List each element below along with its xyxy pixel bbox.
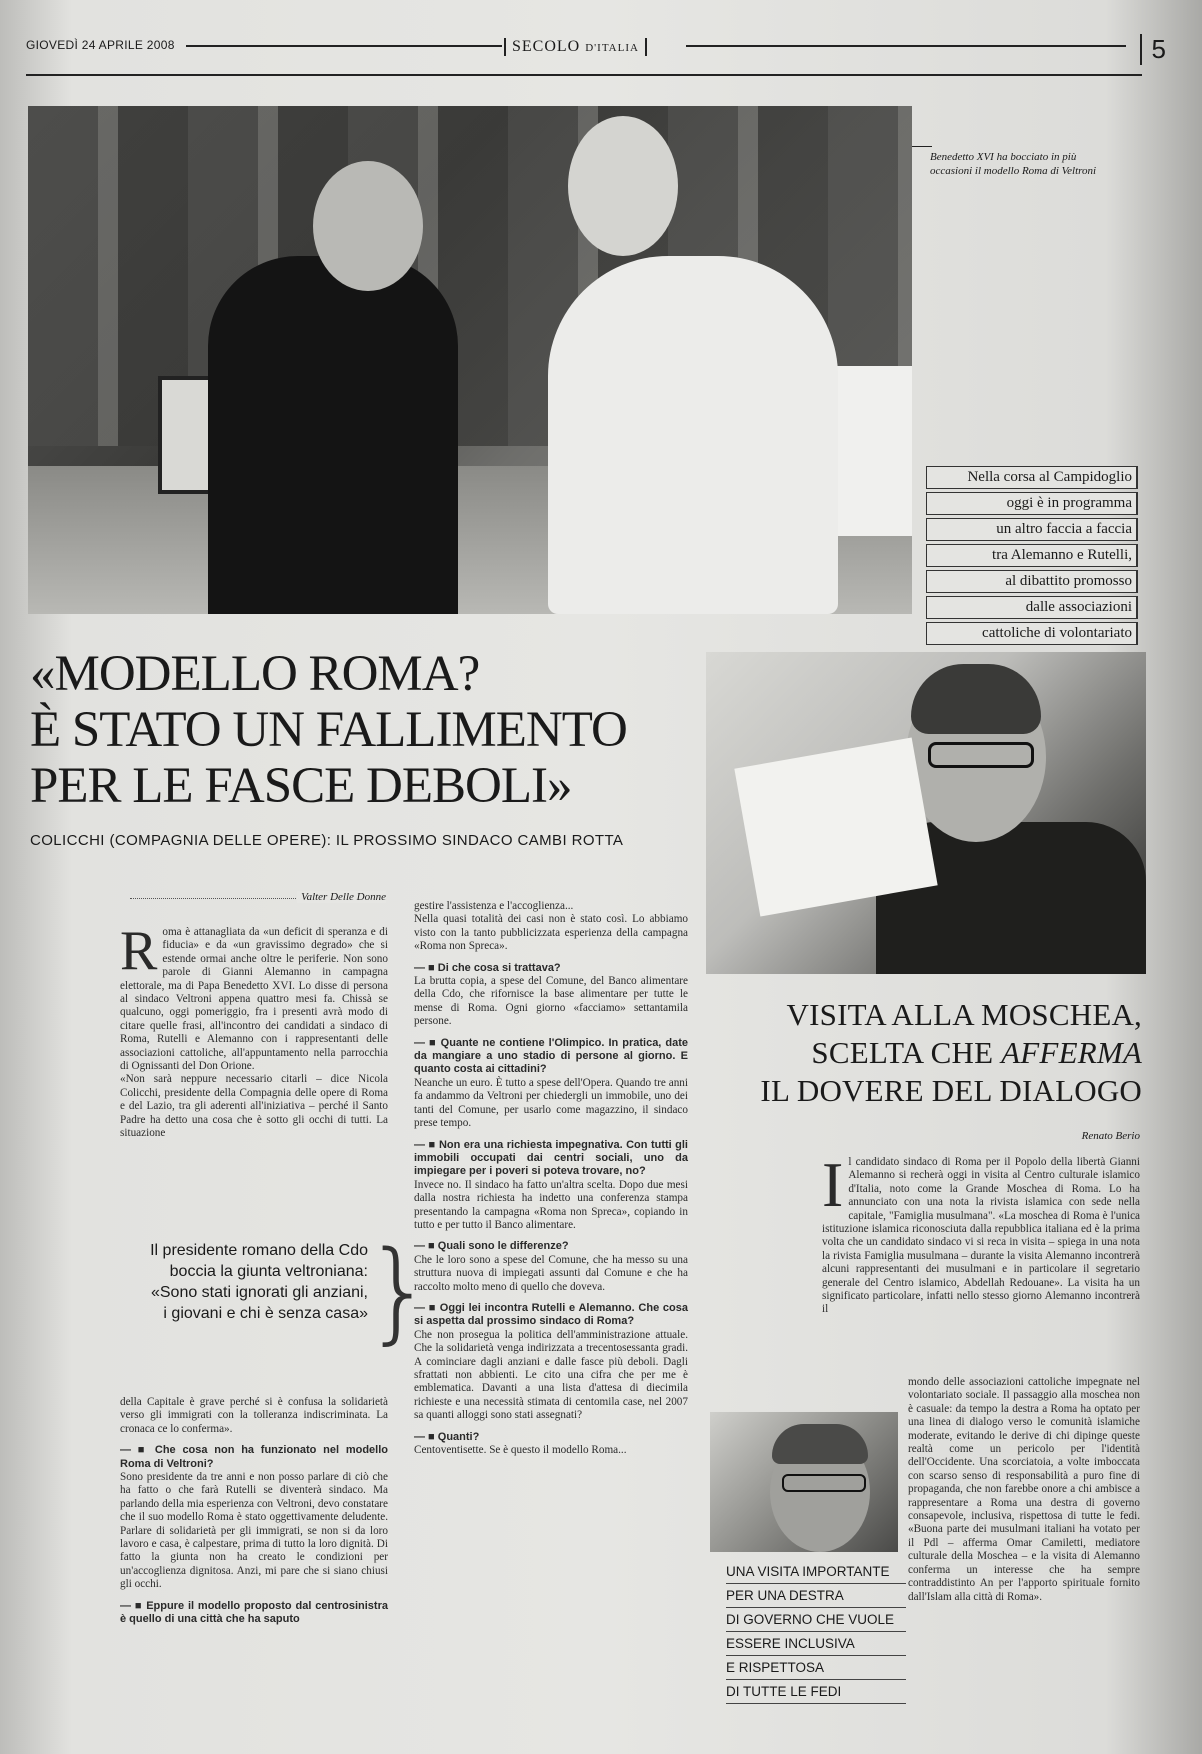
paragraph: gestire l'assistenza e l'accoglienza...: [414, 900, 574, 912]
paragraph: della Capitale è grave perché si è confusa la solidarietà verso gli immigrati con la tolleranza indiscriminata. La cronaca ce lo conferma».: [120, 1396, 388, 1435]
photo-hair: [772, 1424, 868, 1464]
paragraph: Nella quasi totalità dei casi non è stato così. Lo abbiamo visto con la tanto pubblicizzata esperienza della campagna «Roma non Spreca».: [414, 913, 688, 953]
pull-quote-line: DI TUTTE LE FEDI: [726, 1680, 906, 1704]
highlight-line: oggi è in programma: [926, 492, 1138, 515]
brace-ornament: }: [364, 1227, 434, 1355]
interview-answer: Neanche un euro. È tutto a spese dell'Opera. Quando tre anni fa andammo da Veltroni per chiedergli un immobile, uno dei tanti del Comune, per usarlo come magazzino, il sindaco prese tempo.: [414, 1076, 688, 1130]
paragraph: «Non sarà neppure necessario citarli – dice Nicola Colicchi, presidente della Compagnia delle opere di Roma e del Lazio, tra gli aderenti all'iniziativa – perché il Santo Padre ha detto una cosa che è sotto gli occhi di tutti. La situazione: [120, 1073, 388, 1140]
headline-emphasis: AFFERMA: [1001, 1035, 1142, 1070]
article-headline: [30, 646, 710, 814]
paragraph: mondo delle associazioni cattoliche impegnate nel volontariato sociale. Il passaggio alla moschea non è casuale: da tempo la destra a Roma ha optato per una linea di dialogo verso le comunità islamiche moderate, evitando le derive di chi dipinge queste realtà come un pericolo per l'identità dell'Occidente. Una scorciatoia, a volte imboccata con scarso senso di responsabilità a puro fine di propaganda, che non farebbe onore a chi ambisce a rappresentare a Roma una destra di governo consapevole, inclusiva, rispettosa di tutte le fedi. «Buona parte dei musulmani italiani ha votato per il Pdl – afferma Omar Camiletti, mediatore culturale della Moschea – e la visita di Alemanno conferma un interesse che ha sempre contraddistinto An per l'apporto spirituale fornito dall'Islam alla città di Roma».: [908, 1376, 1140, 1603]
interview-question: — ■ Di che cosa si trattava?: [414, 962, 688, 975]
headline-line: È STATO UN FALLIMENTO: [30, 702, 627, 758]
headline-line: «MODELLO ROMA?: [30, 646, 480, 702]
article-byline: [130, 891, 386, 911]
caption-rule: [912, 146, 932, 147]
second-article-byline: Renato Berio: [1081, 1130, 1140, 1142]
second-article-column-bottom: [908, 1376, 1140, 1604]
photo-pope-veltroni: [28, 106, 912, 614]
pull-quote: Il presidente romano della Cdo boccia la giunta veltroniana: «Sono stati ignorati gli anziani, i giovani e chi è senza casa»: [150, 1242, 368, 1322]
glasses-shape: [928, 742, 1034, 768]
pull-quote-line: UNA VISITA IMPORTANTE: [726, 1560, 906, 1584]
page-header: [26, 34, 1166, 76]
header-rule-right: [686, 45, 1126, 47]
highlight-line: al dibattito promosso: [926, 570, 1138, 593]
article-column-1-top: [120, 920, 388, 1141]
pull-quote-line: DI GOVERNO CHE VUOLE: [726, 1608, 906, 1632]
interview-question: — ■ Quanti?: [414, 1431, 688, 1444]
second-article-headline: [706, 996, 1142, 1110]
glasses-shape: [782, 1474, 866, 1492]
photo-pope-head: [568, 116, 678, 256]
photo-hair: [911, 664, 1041, 734]
highlight-line: cattoliche di volontariato: [926, 622, 1138, 645]
photo-man-suit: [208, 256, 458, 614]
interview-answer: Che le loro sono a spese del Comune, che ha messo su una struttura nuova di impiegati assunti dal Comune e che ha raccolto molto meno di quello che doveva.: [414, 1253, 688, 1293]
interview-question: — ■ Non era una richiesta impegnativa. Con tutti gli immobili occupati dai centri sociali, uno da impiegare per i poveri si poteva trovare, no?: [414, 1139, 688, 1179]
second-pull-quote: [726, 1560, 906, 1704]
highlight-line: un altro faccia a faccia: [926, 518, 1138, 541]
masthead-suffix: D'ITALIA: [585, 42, 639, 54]
second-article-column-top: [822, 1149, 1140, 1317]
interview-answer: Centoventisette. Se è questo il modello Roma...: [414, 1444, 627, 1457]
highlight-box: [926, 466, 1138, 648]
pull-quote-line: E RISPETTOSA: [726, 1656, 906, 1680]
photo-man-head: [313, 161, 423, 291]
highlight-line: tra Alemanno e Rutelli,: [926, 544, 1138, 567]
headline-line: IL DOVERE DEL DIALOGO: [760, 1073, 1142, 1108]
article-column-1-bottom: [120, 1396, 388, 1627]
highlight-line: Nella corsa al Campidoglio: [926, 466, 1138, 489]
header-rule-left: [186, 45, 502, 47]
dropcap: I: [822, 1149, 844, 1220]
photo-alemanno: [706, 652, 1146, 974]
interview-answer: La brutta copia, a spese del Comune, del Banco alimentare della Cdo, che rifornisce la base alimentare per tutte le mense di Roma. Ogni giorno «facciamo» settantamila persone.: [414, 975, 688, 1028]
interview-answer: Sono presidente da tre anni e non posso parlare di ciò che ha fatto o che farà Rutelli se diventerà sindaco. Ma parlando della mia esperienza con Veltroni, devo constatare che il suo modello Roma è stato oggettivamente deludente. Parlare di solidarietà per gli immigrati, se non si da loro lavoro e casa, è calpestare, prima di tutto la loro dignità. Di fatto la giunta non ha creato le condizioni per un'accoglienza dignitosa. Anzi, mi pare che si siano chiusi gli occhi.: [120, 1471, 388, 1591]
interview-question: — ■ Quali sono le differenze?: [414, 1240, 688, 1253]
paragraph-text: l candidato sindaco di Roma per il Popolo della libertà Gianni Alemanno si recherà oggi in visita al Centro culturale islamico d'Italia, noto come la Grande Moschea di Roma. Lo ha annunciato con una nota la rivista islamica con sede nella capitale, "Famiglia musulmana". «La moschea di Roma è l'unica istituzione islamica riconosciuta dalla repubblica italiana ed è la prima volta che un candidato sindaco vi si reca in visita – spiega in una nota la rivista Famiglia musulmana – durante la visita Alemanno incontrerà alcuni rappresentanti dei musulmani e in particolare il segretario generale del Centro islamico, Abdellah Redouane». La visita ha un significato particolare, infatti nello stesso giorno Alemanno incontrerà il: [822, 1156, 1140, 1316]
photo-paper-sheet: [734, 738, 937, 917]
interview-question: — ■ Eppure il modello proposto dal centrosinistra è quello di una città che ha saputo: [120, 1600, 388, 1627]
headline-line: VISITA ALLA MOSCHEA,: [786, 997, 1142, 1032]
paragraph: [120, 920, 388, 1073]
interview-question: — ■ Quante ne contiene l'Olimpico. In pratica, date da mangiare a uno stadio di persone al giorno. E quanto costa ai cittadini?: [414, 1037, 688, 1077]
dropcap: R: [120, 920, 158, 982]
headline-line: [706, 1034, 1142, 1072]
photo-caption: Benedetto XVI ha bocciato in più occasioni il modello Roma di Veltroni: [930, 151, 1097, 177]
paragraph-text: oma è attanagliata da «un deficit di speranza e di fiducia» e da «un gravissimo degrado» che si estende ormai anche oltre le periferie. Non sono parole di Gianni Alemanno in campagna elettorale, ma di Papa Benedetto XVI. Lo disse di persona al sindaco Veltroni appena quattro mesi fa. Chissà se qualcuno, oggi pomeriggio, fra i presenti avrà modo di citare quelle frasi, all'incontro dei candidati a sindaco di Roma, Rutelli e Alemanno con i rappresentanti delle associazioni cattoliche, all'appuntamento nella parrocchia di Ognissanti del Don Orione.: [120, 926, 388, 1073]
page-number: 5: [1140, 34, 1176, 65]
author-name: Valter Delle Donne: [297, 891, 386, 903]
newspaper-masthead: [504, 38, 647, 56]
interview-question: — ■ Che cosa non ha funzionato nel modello Roma di Veltroni?: [120, 1444, 388, 1471]
headline-fragment: SCELTA CHE: [811, 1035, 1002, 1070]
article-subheadline: COLICCHI (COMPAGNIA DELLE OPERE): IL PROSSIMO SINDACO CAMBI ROTTA: [30, 832, 624, 849]
interview-question: — ■ Oggi lei incontra Rutelli e Alemanno. Che cosa si aspetta dal prossimo sindaco di Roma?: [414, 1302, 688, 1329]
article-column-2: [414, 900, 688, 1457]
photo-camiletti: [710, 1412, 898, 1552]
highlight-line: dalle associazioni: [926, 596, 1138, 619]
issue-date: GIOVEDÌ 24 APRILE 2008: [26, 38, 175, 52]
interview-answer: Che non prosegua la politica dell'amministrazione attuale. Che la solidarietà venga indirizzata a trecentosessanta gradi. A cominciare dagli anziani e dalle fasce più deboli. Dagli sfrattati non abbienti. Le cito una cifra che per me è emblematica. Davanti a una lista d'attesa di diecimila richieste e una necessità stimata di centomila case, nel 2007 sa quanti alloggi sono stati assegnati?: [414, 1328, 688, 1422]
masthead-name: SECOLO: [512, 38, 581, 55]
paragraph: [822, 1149, 1140, 1317]
interview-answer: Invece no. Il sindaco ha fatto un'altra scelta. Dopo due mesi dalla nostra richiesta ha indetto una conferenza stampa presentando la campagna «Roma non Spreca», copiando in tutto e per tutto il Banco alimentare.: [414, 1178, 688, 1231]
headline-line: PER LE FASCE DEBOLI»: [30, 758, 572, 814]
pull-quote-line: PER UNA DESTRA: [726, 1584, 906, 1608]
photo-pope-robe: [548, 256, 838, 614]
pull-quote-line: ESSERE INCLUSIVA: [726, 1632, 906, 1656]
